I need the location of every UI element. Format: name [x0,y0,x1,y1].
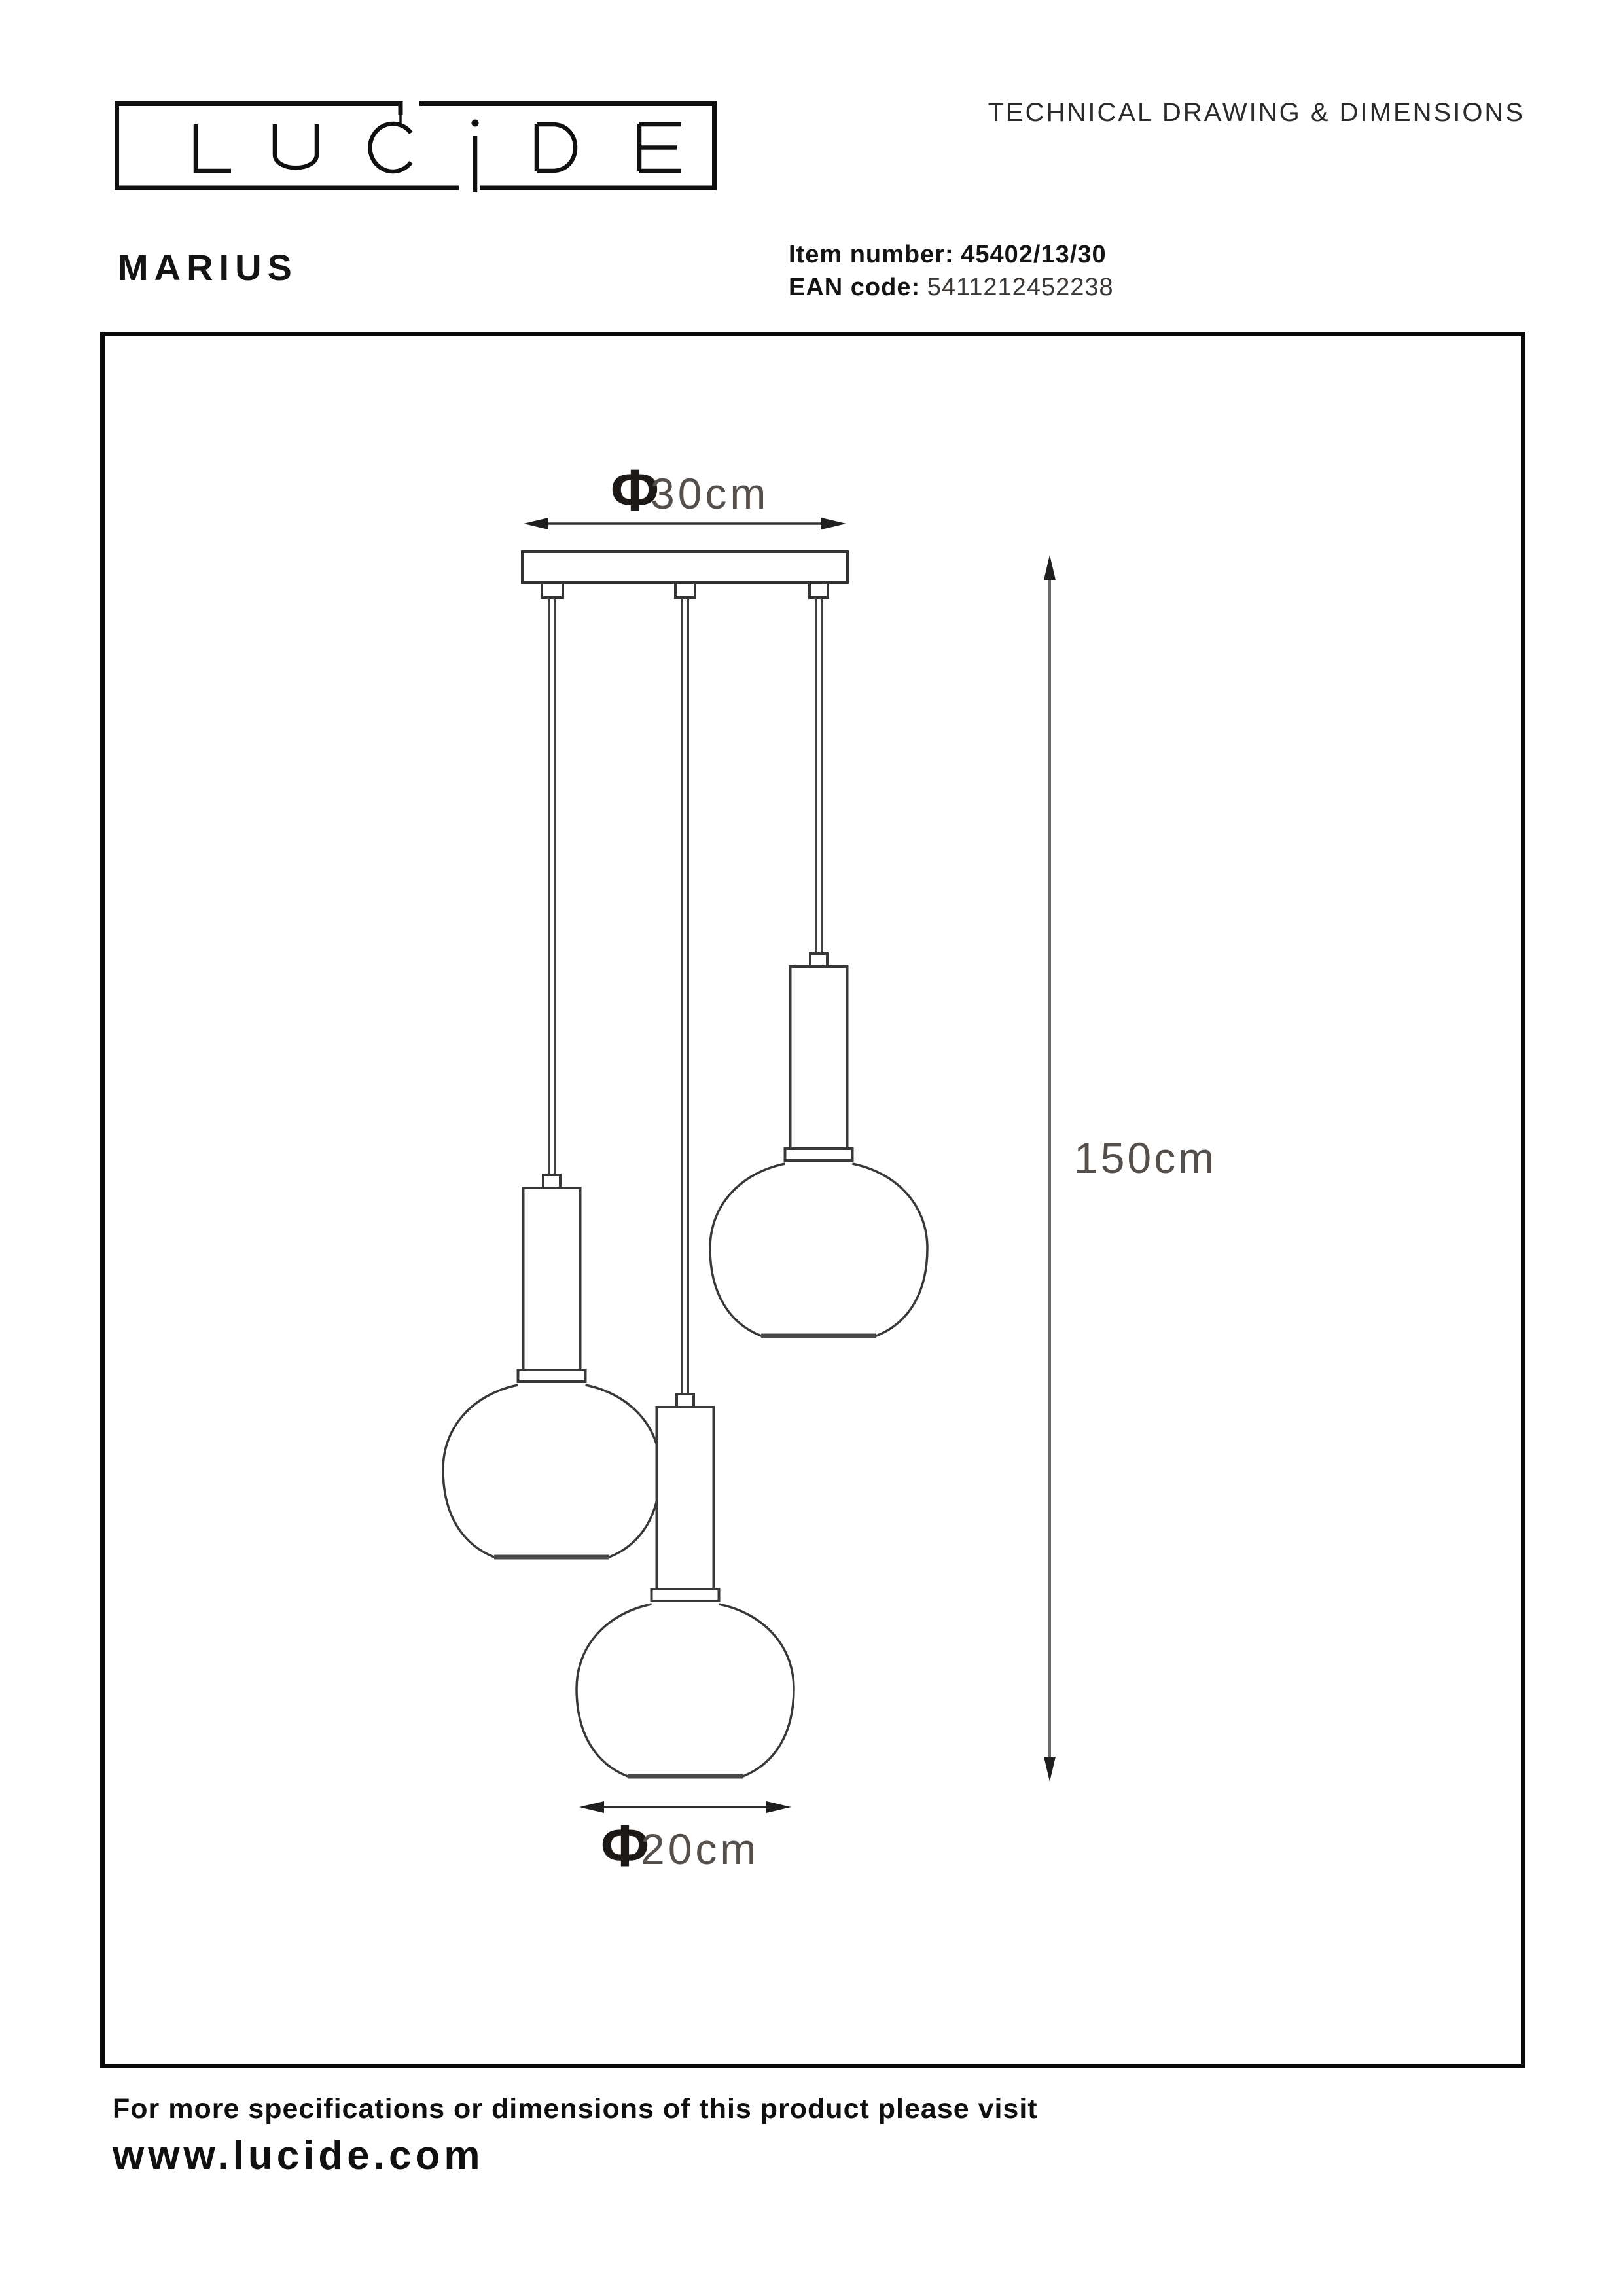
ean-label: EAN code: [789,274,921,301]
dim-total-height [1044,555,1217,1782]
canopy-diameter-value: 30cm [651,469,770,518]
pendant-right [710,954,927,1336]
dim-shade-diameter [579,1801,791,1879]
canopy-diameter-symbol: Φ [611,458,659,524]
shade-diameter-value: 20cm [641,1825,760,1873]
logo-letters [196,124,681,192]
product-name: MARIUS [118,247,298,288]
item-number-value: 45402/13/30 [961,241,1107,268]
dim-canopy-diameter [524,458,846,529]
website-link[interactable]: www.lucide.com [113,2133,484,2178]
total-height-value: 150cm [1074,1134,1217,1182]
item-info [789,238,1114,304]
doc-title: TECHNICAL DRAWING & DIMENSIONS [988,98,1525,127]
footer-note: For more specifications or dimensions of this product please visit [113,2093,1038,2125]
item-number-row [789,238,1114,271]
item-number-label: Item number: [789,241,954,268]
logo-frame [115,104,717,188]
ean-row [789,271,1114,304]
ceiling-canopy [522,552,847,598]
shade-diameter-symbol: Φ [601,1814,649,1879]
logo-i-dot [472,120,479,127]
ean-value: 5411212452238 [927,274,1114,301]
technical-drawing [100,332,1525,2068]
pendant-left [443,1175,660,1557]
lucide-logo [111,97,723,208]
